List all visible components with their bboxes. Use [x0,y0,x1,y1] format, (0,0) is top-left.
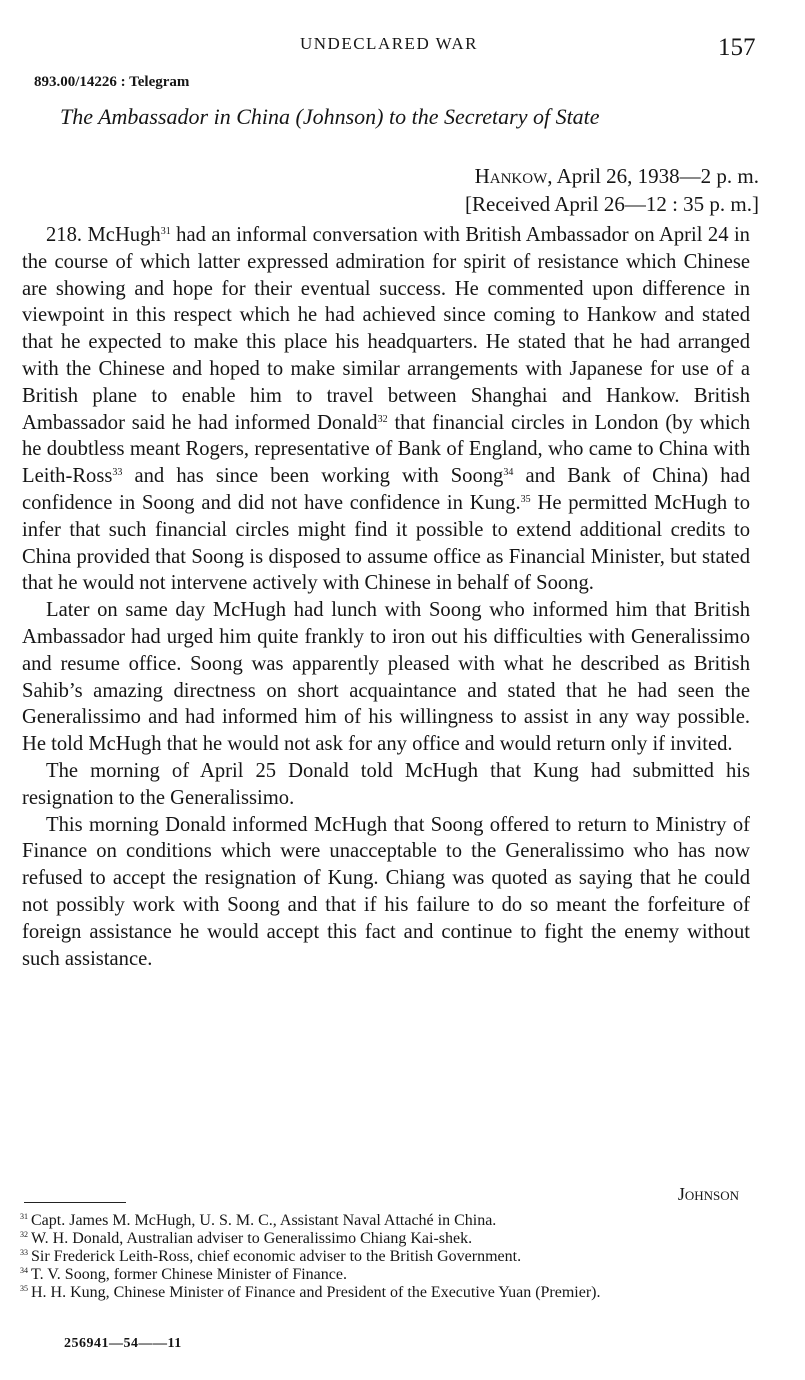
footnote [18,1266,738,1284]
footnote-text: Sir Frederick Leith-Ross, chief economic adviser to the British Government. [31,1248,522,1265]
printer-imprint: 256941—54——11 [64,1336,182,1351]
footnote-text: H. H. Kung, Chinese Minister of Finance and President of the Executive Yuan (Premier). [31,1284,601,1301]
footnote-reference: 32 [377,413,388,425]
dateline-date: , April 26, 1938—2 p. m. [547,164,759,188]
footnote [18,1212,738,1230]
running-head: UNDECLARED WAR [300,34,478,53]
paragraph-text: and Bank of China) had confidence in Soong and did not have confidence in Kung. [22,465,750,514]
paragraph-text: He permitted McHugh to infer that such financial circles might find it possible to extend additional credits to China provided that Soong is disposed to assume office as Financial Minister, but stated that he would not intervene actively with Chinese in behalf of Soong. [22,491,750,595]
footnote-number: 33 [20,1248,28,1257]
footnote-text: W. H. Donald, Australian adviser to Generalissimo Chiang Kai-shek. [31,1230,473,1247]
page-number: 157 [718,34,756,61]
body-paragraph [22,597,750,758]
dateline-sent [465,162,759,190]
footnote [18,1248,738,1266]
footnote-rule [24,1202,126,1203]
dateline-received: [Received April 26—12 : 35 p. m.] [465,192,759,216]
footnote-reference: 33 [112,467,123,479]
paragraph-text: 218. McHugh [46,224,161,246]
paragraph-text: This morning Donald informed McHugh that Soong offered to return to Ministry of Finance on conditions which were unacceptable to the Generalissimo who has now refused to accept the resignation of Kung. Chiang was quoted as saying that he could not possibly work with Soong and that if his failure to do so meant the forfeiture of foreign assistance he would accept this fact and continue to fight the enemy without such assistance. [22,813,750,970]
body-paragraph [22,812,750,973]
footnote-number: 32 [20,1230,28,1239]
footnote-reference: 35 [520,493,531,505]
footnote-number: 34 [20,1266,28,1275]
footnote-text: T. V. Soong, former Chinese Minister of Finance. [31,1266,347,1283]
footnote [18,1284,738,1302]
telegram-body [22,222,750,972]
footnote-reference: 31 [160,226,171,237]
body-paragraph [22,758,750,812]
paragraph-text: and has since been working with Soong [122,465,504,488]
footnote [18,1230,738,1248]
paragraph-text: The morning of April 25 Donald told McHugh that Kung had submitted his resignation to the Generalissimo. [22,759,750,809]
footnote-number: 35 [20,1284,28,1293]
paragraph-text: that financial circles in London (by which he doubtless meant Rogers, representative of Bank of England, who came to China with Leith-Ross [22,411,750,488]
dateline-place: Hankow [474,164,548,188]
paragraph-text: Later on same day McHugh had lunch with Soong who informed him that British Ambassador had urged him quite frankly to iron out his difficulties with Generalissimo and resume office. Soong was apparently pleased with what he described as British Sahib’s amazing directness on short acquaintance and stated that he had seen the Generalissimo and had informed him of his willingness to assist in any way possible. He told McHugh that he would not ask for any office and would return only if invited. [22,599,750,756]
footnote-text: Capt. James M. McHugh, U. S. M. C., Assistant Naval Attaché in China. [31,1212,497,1229]
footnote-reference: 34 [503,467,514,479]
dateline [465,162,759,218]
footnotes [18,1212,738,1302]
file-reference: 893.00/14226 : Telegram [34,74,190,90]
document-title: The Ambassador in China (Johnson) to the Secretary of State [60,104,600,129]
signature: Johnson [677,1184,739,1204]
paragraph-text: had an informal conversation with British Ambassador on April 24 in the course of which latter expressed admiration for spirit of resistance which Chinese are showing and hope for their eventual success. He commented upon difference in viewpoint in this respect which he had achieved since coming to Hankow and stated that he expected to make this place his headquarters. He stated that he had arranged with the Chinese and hoped to make similar arrangements with Japanese for use of a British plane to enable him to travel between Shanghai and Hankow. British Ambassador said he had informed Donald [22,224,750,434]
body-paragraph [22,222,750,597]
footnote-number: 31 [20,1212,28,1221]
